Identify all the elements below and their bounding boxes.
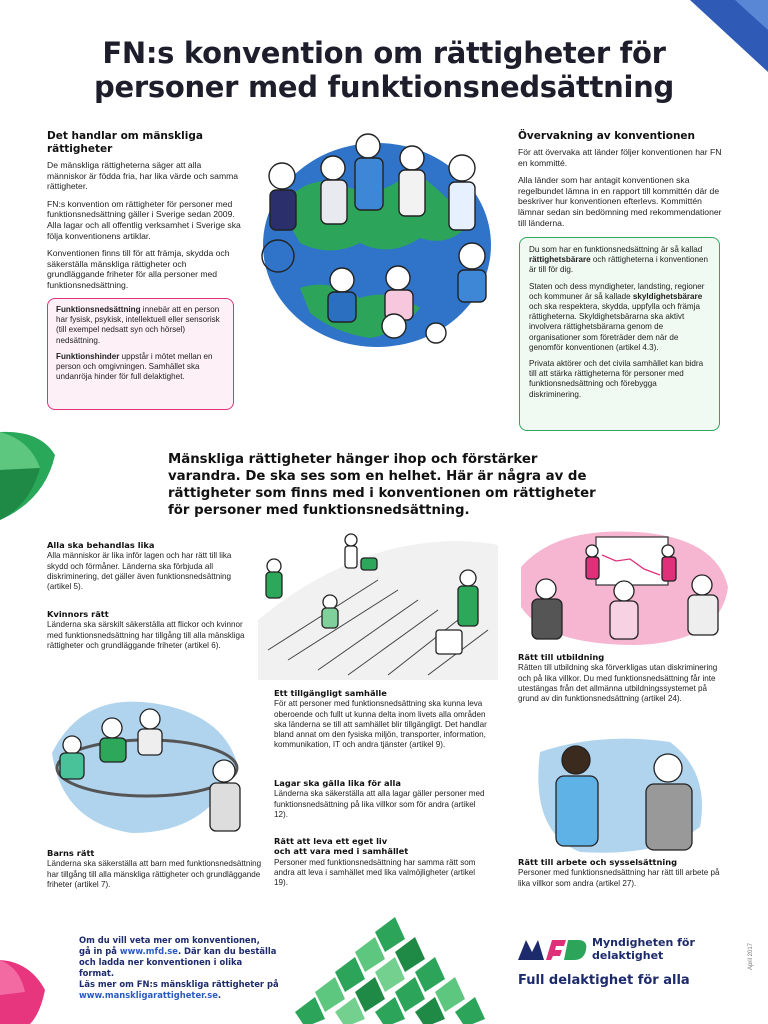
classroom-illustration <box>516 527 731 647</box>
right-independent-living: Rätt att leva ett eget liv och att vara med i samhället Personer med funktionsnedsättning har samma rätt som andra att leva i samhället med lika valmöjligheter (artikel 19). <box>274 836 476 888</box>
monitoring-paragraph-1: För att övervaka att länder följer konventionen har FN en kommitté. <box>518 147 722 168</box>
term-duty-bearer: skyldighetsbärare <box>632 291 703 301</box>
publication-date: April 2017 <box>748 942 754 970</box>
private-actors-paragraph: Privata aktörer och det civila samhället kan bidra till att stärka rättigheterna för personer med funktionsnedsättning och förebygga diskriminering. <box>529 359 704 399</box>
rights-holders-box: Du som har en funktionsnedsättning är så kallad rättighetsbärare och rättigheterna i konventionen är till för dig. Staten och dess myndigheter, landsting, regioner och kommuner är så kallade skyldighetsbärare och ska respektera, skydda, uppfylla och främja rättigheterna. Skyldighetsbärarna ska aktivt involvera rättighetsbärarna genom de organisationer som företräder dem när de genomför konventionen (artikel 4.3). Privata aktörer och det civila samhället kan bidra till att stärka rättigheterna för personer med funktionsnedsättning och förebygga diskriminering. <box>519 237 720 431</box>
right-equal-treatment: Alla ska behandlas lika Alla människor är lika inför lagen och har rätt till lika skydd och förmåner. Länderna ska förbjuda all diskriminering, det gäller även funktionsnedsättning (artikel 5). <box>47 540 232 592</box>
right-accessible-society: Ett tillgängligt samhälle För att personer med funktionsnedsättning ska kunna leva oberoende och fullt ut kunna delta inom livets alla områden ska länderna se till att samhället blir tillgängligt. Det handlar bland annat om den fysiska miljön, transporter, information, kommunikation, IT och andra tjänster (artikel 9). <box>274 688 487 750</box>
left-paragraph-3: Konventionen finns till för att främja, skydda och säkerställa mänskliga rättigheter och grundläggande friheter för alla personer med funktionsnedsättning. <box>47 248 230 290</box>
right-women: Kvinnors rätt Länderna ska särskilt säkerställa att flickor och kvinnor med funktionsnedsättning har tillgång till alla mänskliga rättigheter och grundläggande friheter (artikel 6). <box>47 609 245 650</box>
term-rights-holder: rättighetsbärare <box>529 255 591 265</box>
more-info-footer: Om du vill veta mer om konventionen, gå in på www.mfd.se. Där kan du beställa och ladda ner konventionen i olika format. Läs mer om FN:s mänskliga rättigheter på www.manskligarattigheter.se. <box>79 935 279 1000</box>
left-heading: Det handlar om mänskliga rättigheter <box>47 130 203 155</box>
rights-statement: Mänskliga rättigheter hänger ihop och förstärker varandra. De ska ses som en helhet. Här är några av de rättigheter som finns med i konventionen om rättigheter för personer med funktionsnedsättning. <box>168 452 596 518</box>
park-path-illustration <box>258 530 498 680</box>
right-children: Barns rätt Länderna ska säkerställa att barn med funktionsnedsättning har tillgång till alla mänskliga rättigheter och grundläggande friheter (artikel 7). <box>47 848 262 889</box>
left-paragraph-1: De mänskliga rättigheterna säger att alla människor är födda fria, har lika värde och samma rättigheter. <box>47 160 239 192</box>
human-rights-website-link[interactable]: www.manskligarattigheter.se <box>79 990 218 1000</box>
mfd-logo <box>518 938 588 962</box>
right-work: Rätt till arbete och sysselsättning Personer med funktionsnedsättning har rätt till arbete på lika villkor som andra (artikel 27). <box>518 857 720 888</box>
page-title: FN:s konvention om rättigheter för personer med funktionsnedsättning <box>94 36 674 104</box>
left-intro-section <box>47 130 242 298</box>
leaf-pattern <box>285 917 505 1024</box>
right-education: Rätt till utbildning Rätten till utbildning ska förverkligas utan diskriminering och på lika villkor. Du med funktionsnedsättning får inte utestängas från det allmänna utbildningssystemet på grund av din funktionsnedsättning (artikel 24). <box>518 652 718 704</box>
definition-box: Funktionsnedsättning innebär att en person har fysisk, psykisk, intellektuell eller sensorisk (till exempel nedsatt syn och hörsel) nedsättning. Funktionshinder uppstår i mötet mellan en person och omgivningen. Samhället ska undanröja hinder för full delaktighet. <box>47 298 234 410</box>
term-functional-impairment: Funktionsnedsättning <box>56 305 141 314</box>
globe-people-illustration <box>240 128 510 358</box>
monitoring-paragraph-2: Alla länder som har antagit konventionen ska regelbundet lämna in en rapport till kommittén där de beskriver hur konventionen efterlevs. Kommittén lämnar sedan sin bedömning med rekommendationer till länderna. <box>518 175 722 228</box>
slogan: Full delaktighet för alla <box>518 973 690 988</box>
right-equal-law: Lagar ska gälla lika för alla Länderna ska säkerställa att alla lagar gäller personer med funktionsnedsättning på lika villkor som för andra (artikel 12). <box>274 778 485 819</box>
organization-name: Myndigheten för delaktighet <box>592 936 695 962</box>
monitoring-heading: Övervakning av konventionen <box>518 130 696 142</box>
mfd-website-link[interactable]: www.mfd.se <box>119 946 178 956</box>
monitoring-section <box>518 130 722 235</box>
doctor-illustration <box>520 732 710 857</box>
left-paragraph-2: FN:s konvention om rättigheter för personer med funktionsnedsättning gäller i Sverige sedan 2009. Alla lagar och all offentlig verksamhet i Sverige ska följa konventionens artiklar. <box>47 198 241 241</box>
term-disability: Funktionshinder <box>56 351 120 361</box>
swing-illustration <box>42 683 257 843</box>
